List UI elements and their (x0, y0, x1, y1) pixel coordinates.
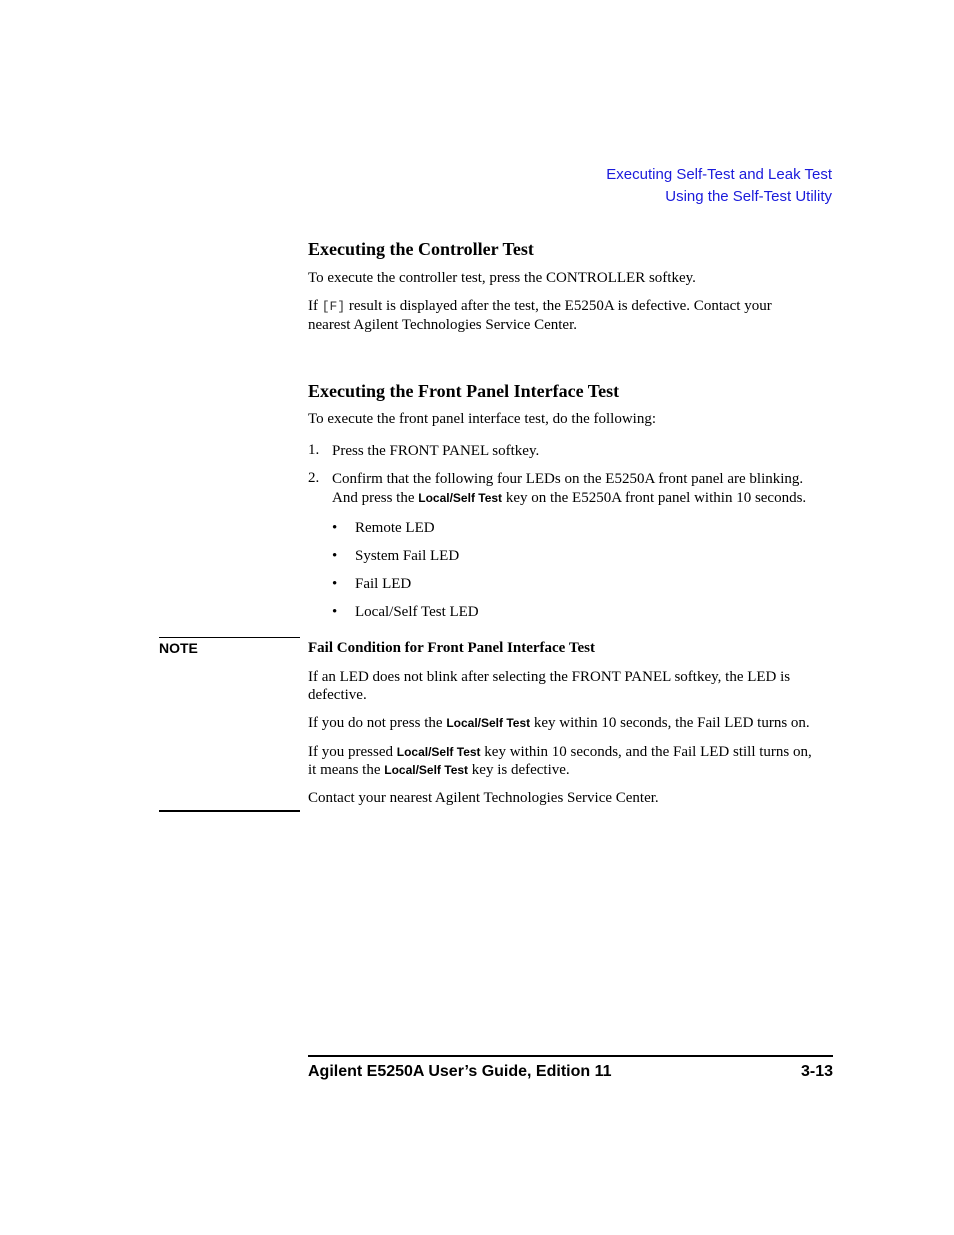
note-title: Fail Condition for Front Panel Interface Test (308, 640, 595, 656)
note-paragraph-2 (308, 714, 848, 732)
fail-result-code: [F] (321, 299, 346, 314)
running-header-chapter: Executing Self-Test and Leak Test (606, 166, 832, 183)
front-panel-test-intro: To execute the front panel interface test, do the following: (308, 411, 656, 427)
text-fragment: it means the (308, 762, 385, 778)
text-fragment: defective. (308, 687, 367, 703)
step-number-2: 2. (308, 470, 320, 486)
running-header-section: Using the Self-Test Utility (665, 188, 832, 205)
controller-test-instruction: To execute the controller test, press the CONTROLLER softkey. (308, 270, 696, 286)
footer-title: Agilent E5250A User’s Guide, Edition 11 (308, 1063, 612, 1080)
step-text-2 (332, 470, 842, 508)
text-fragment: key within 10 seconds, the Fail LED turns on. (530, 715, 810, 731)
footer-rule (308, 1055, 833, 1057)
text-fragment: result is displayed after the test, the E5250A is defective. Contact your (345, 298, 772, 314)
section-heading-controller-test: Executing the Controller Test (308, 239, 534, 259)
section-heading-front-panel-test: Executing the Front Panel Interface Test (308, 381, 620, 401)
text-fragment: If you do not press the (308, 715, 447, 731)
bullet-icon: • (332, 576, 338, 592)
controller-test-result-note (308, 297, 838, 334)
local-self-test-key-label: Local/Self Test (396, 745, 481, 759)
text-fragment: key is defective. (468, 762, 570, 778)
text-fragment: If an LED does not blink after selecting the FRONT PANEL softkey, the LED is (308, 669, 791, 685)
led-list-item: Fail LED (355, 576, 412, 592)
text-fragment: If (308, 298, 322, 314)
local-self-test-key-label: Local/Self Test (384, 763, 469, 777)
note-paragraph-4: Contact your nearest Agilent Technologies Service Center. (308, 790, 659, 806)
text-fragment: key on the E5250A front panel within 10 seconds. (502, 490, 807, 506)
text-fragment: nearest Agilent Technologies Service Center. (308, 317, 578, 333)
step-number-1: 1. (308, 442, 320, 458)
led-list-item: Remote LED (355, 520, 435, 536)
text-fragment: Confirm that the following four LEDs on the E5250A front panel are blinking. (332, 471, 804, 487)
text-fragment: key within 10 seconds, and the Fail LED still turns on, (480, 744, 812, 760)
note-bottom-rule (159, 810, 300, 812)
local-self-test-key-label: Local/Self Test (418, 491, 503, 505)
bullet-icon: • (332, 548, 338, 564)
led-list-item: Local/Self Test LED (355, 604, 479, 620)
bullet-icon: • (332, 604, 338, 620)
text-fragment: If you pressed (308, 744, 397, 760)
text-fragment: And press the (332, 490, 419, 506)
note-paragraph-1 (308, 668, 838, 704)
led-list-item: System Fail LED (355, 548, 460, 564)
bullet-icon: • (332, 520, 338, 536)
note-top-rule (159, 637, 300, 638)
note-label: NOTE (159, 640, 198, 656)
local-self-test-key-label: Local/Self Test (446, 716, 531, 730)
step-text-1: Press the FRONT PANEL softkey. (332, 443, 540, 459)
page-number: 3-13 (800, 1063, 833, 1080)
note-paragraph-3 (308, 743, 848, 779)
